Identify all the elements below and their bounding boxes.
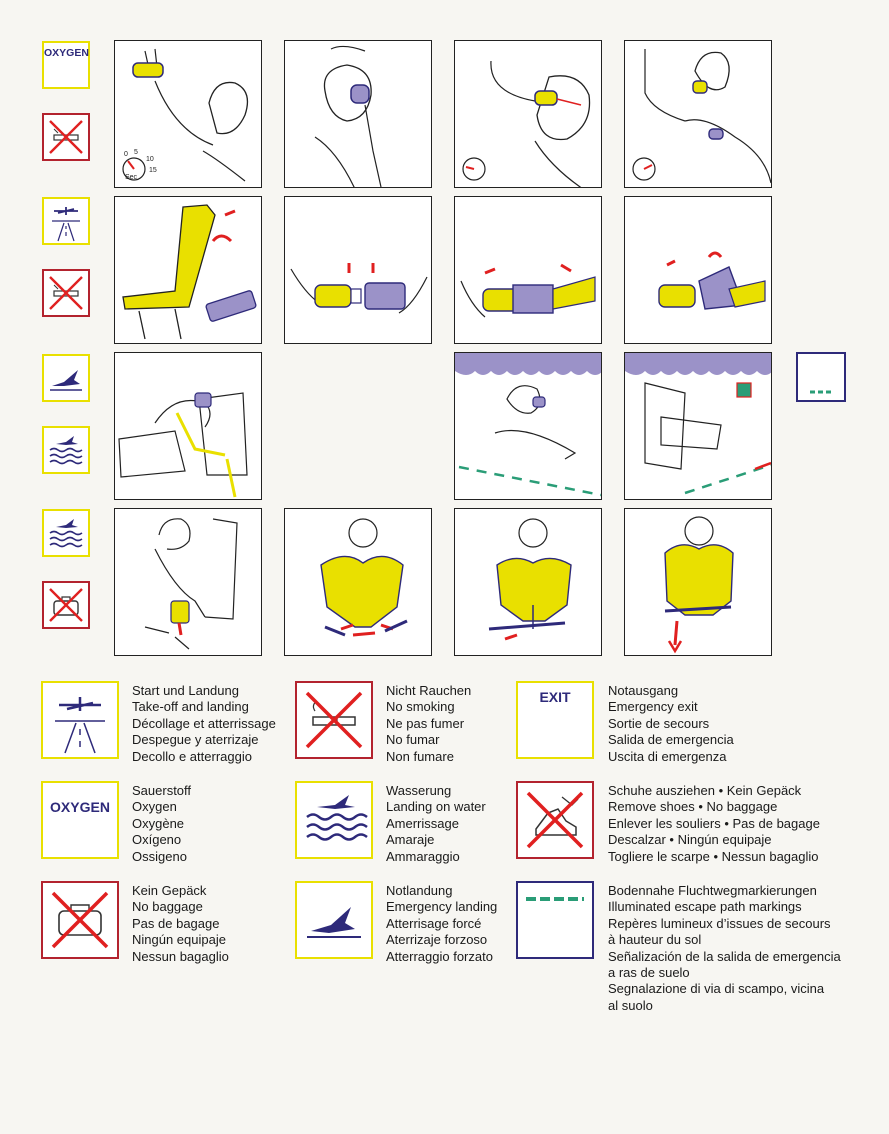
legend-oxygen-line-de: Sauerstoff [132,783,192,798]
no-smoking-icon [297,683,371,757]
legend-no-smoking-line-en: No smoking [386,699,455,715]
legend-takeoff-line-fr: Décollage et atterrissage [132,715,276,731]
panel-oxygen-step-4 [624,40,772,188]
belt-tighten-illustration [455,197,602,344]
legend-floor-path-line-3: Repères lumineux d’issues de secours [608,915,831,931]
legend-no-baggage-line-es: Ningún equipaje [132,932,226,948]
legend-emergency-landing-line-es: Aterrizaje forzoso [386,932,488,948]
legend-floor-path-line-7: Segnalazione di via di scampo, vicina [608,981,825,997]
legend-floor-path-line-5: Señalización de la salida de emergencia [608,948,841,964]
panel-crawl-low [454,352,602,500]
legend-water-line-fr: Amerrissage [386,815,459,831]
legend-no-baggage-box [41,881,119,959]
panel-belt-release [624,196,772,344]
life-vest-inflate-illustration [625,509,772,656]
no-smoking-icon [44,115,88,159]
legend-emergency-landing-box [295,881,373,959]
water-landing-icon [44,511,88,555]
panel-vest-don [284,508,432,656]
sidebar-water-box-2 [42,509,90,557]
oxygen-timer-unit: Sec [125,174,138,181]
legend-shoes-text [608,783,820,865]
legend-water-box [295,781,373,859]
sidebar-no-smoking-box [42,113,90,161]
life-vest-under-seat-illustration [115,509,262,656]
sidebar-takeoff-box [42,197,90,245]
legend-water-line-en: Landing on water [386,799,486,815]
floor-path-marking-icon [518,883,592,957]
no-smoking-icon [44,271,88,315]
panel-vest-inflate [624,508,772,656]
panel-oxygen-step-3 [454,40,602,188]
legend-floor-path-line-2: Illuminated escape path markings [608,899,802,915]
legend-takeoff-line-es: Despegue y aterrizaje [132,732,259,748]
oxygen-mask-strap-illustration [455,41,602,188]
legend-emergency-landing-line-it: Atterraggio forzato [386,948,493,964]
sidebar-oxygen-label: OXYGEN [44,47,89,59]
panel-brace-position [114,352,262,500]
sidebar-oxygen-box [42,41,90,89]
legend-exit-label: EXIT [539,689,571,705]
legend-exit-line-de: Notausgang [608,683,679,698]
legend-oxygen-line-en: Oxygen [132,799,177,815]
legend-shoes-line-it: Togliere le scarpe • Nessun bagaglio [608,848,819,864]
legend-no-smoking-line-it: Non fumare [386,748,454,764]
legend-shoes-line-fr: Enlever les souliers • Pas de bagage [608,815,820,831]
legend-no-baggage-text [132,883,229,965]
legend-no-baggage-line-fr: Pas de bagage [132,915,220,931]
legend-floor-path-box [516,881,594,959]
legend-floor-path-line-6: a ras de suelo [608,965,690,981]
legend-exit-box [516,681,594,759]
legend-oxygen-line-fr: Oxygène [132,815,185,831]
legend-oxygen-text [132,783,191,865]
sidebar-water-box [42,426,90,474]
crawl-along-floor-illustration [455,353,602,500]
legend-no-smoking-box [295,681,373,759]
oxygen-mask-help-child-illustration [625,41,772,188]
oxygen-timer-tick-5: 5 [134,149,138,156]
panel-vest-fasten [454,508,602,656]
panel-seat-upright [114,196,262,344]
legend-exit-text [608,683,734,765]
brace-position-illustration [115,353,262,500]
oxygen-timer-tick-0: 0 [124,151,128,158]
legend-takeoff-box [41,681,119,759]
legend-water-line-de: Wasserung [386,783,452,798]
floor-path-marking-icon [798,354,844,400]
legend-oxygen-label: OXYGEN [50,799,110,815]
legend-water-text [386,783,486,865]
legend-no-baggage-line-it: Nessun bagaglio [132,948,229,964]
panel-exit-path [624,352,772,500]
oxygen-mask-pull-illustration [115,41,262,188]
oxygen-timer-tick-10: 10 [146,156,154,163]
legend-floor-path-line-8: al suolo [608,997,653,1013]
sidebar-emergency-landing-box [42,354,90,402]
legend-no-smoking-text [386,683,471,765]
legend-water-line-es: Amaraje [386,832,435,848]
legend-shoes-line-en: Remove shoes • No baggage [608,799,778,815]
emergency-landing-icon [44,356,88,400]
legend-oxygen-box [41,781,119,859]
life-vest-fasten-illustration [455,509,602,656]
panel-oxygen-step-2 [284,40,432,188]
water-landing-icon [297,783,371,857]
remove-shoes-icon [518,783,592,857]
panel-vest-retrieve [114,508,262,656]
belt-fasten-illustration [285,197,432,344]
legend-exit-line-it: Uscita di emergenza [608,748,727,764]
no-baggage-icon [43,883,117,957]
legend-no-smoking-line-fr: Ne pas fumer [386,715,465,731]
legend-no-baggage-line-de: Kein Gepäck [132,883,207,898]
legend-shoes-line-de: Schuhe ausziehen • Kein Gepäck [608,783,802,798]
life-vest-don-illustration [285,509,432,656]
legend-floor-path-text [608,883,841,1014]
sidebar-no-smoking-box-2 [42,269,90,317]
sidebar-no-baggage-box [42,581,90,629]
legend-no-smoking-line-de: Nicht Rauchen [386,683,472,698]
exit-path-marking-side-box [796,352,846,402]
legend-floor-path-line-1: Bodennahe Fluchtwegmarkierungen [608,883,817,898]
legend-shoes-box [516,781,594,859]
oxygen-mask-place-illustration [285,41,432,188]
legend-no-smoking-line-es: No fumar [386,732,440,748]
legend-takeoff-line-de: Start und Landung [132,683,239,698]
legend-shoes-line-es: Descalzar • Ningún equipaje [608,832,772,848]
legend-floor-path-line-4: à hauteur du sol [608,932,702,948]
seat-upright-illustration [115,197,262,344]
panel-belt-fasten [284,196,432,344]
legend-emergency-landing-line-en: Emergency landing [386,899,498,915]
legend-oxygen-line-it: Ossigeno [132,848,187,864]
water-landing-icon [44,428,88,472]
takeoff-landing-icon [44,199,88,243]
no-baggage-icon [44,583,88,627]
legend-exit-line-es: Salida de emergencia [608,732,734,748]
takeoff-landing-icon [43,683,117,757]
legend-emergency-landing-line-de: Notlandung [386,883,453,898]
legend-emergency-landing-text [386,883,497,965]
legend-no-baggage-line-en: No baggage [132,899,203,915]
belt-release-illustration [625,197,772,344]
legend-takeoff-line-en: Take-off and landing [132,699,249,715]
legend-emergency-landing-line-fr: Atterrisage forcé [386,915,482,931]
panel-belt-tighten [454,196,602,344]
oxygen-timer-tick-15: 15 [149,167,157,174]
legend-oxygen-line-es: Oxígeno [132,832,182,848]
legend-water-line-it: Ammaraggio [386,848,460,864]
legend-exit-line-en: Emergency exit [608,699,698,715]
emergency-landing-icon [297,883,371,957]
legend-takeoff-text [132,683,276,765]
legend-exit-line-fr: Sortie de secours [608,715,710,731]
legend-takeoff-line-it: Decollo e atterraggio [132,748,252,764]
panel-oxygen-step-1 [114,40,262,188]
exit-path-illustration [625,353,772,500]
